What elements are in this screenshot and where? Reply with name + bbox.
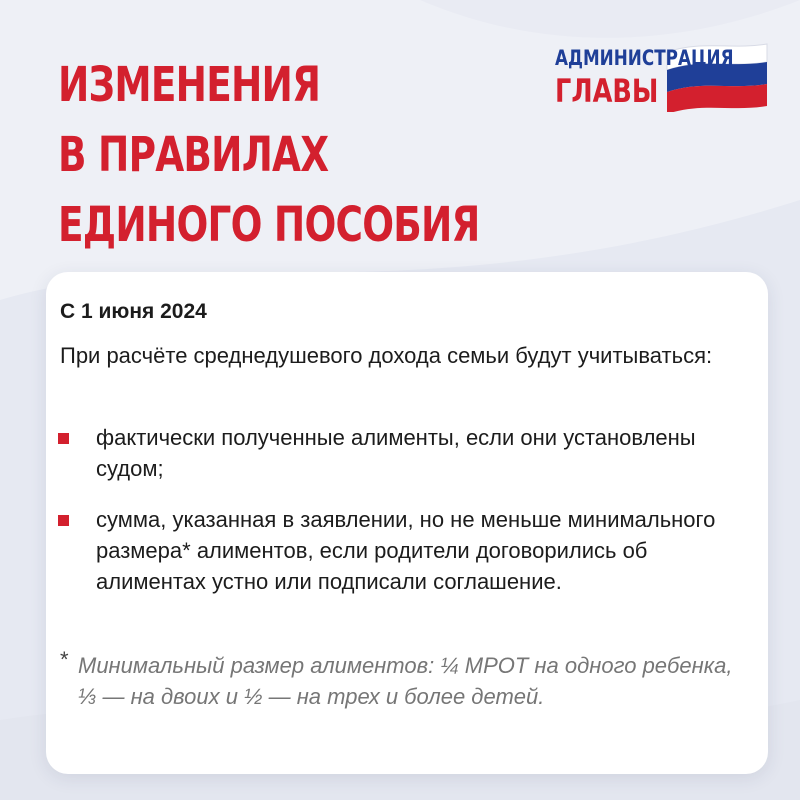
title-line-2: В ПРАВИЛАХ xyxy=(58,127,329,183)
title-line-3: ЕДИНОГО ПОСОБИЯ xyxy=(58,197,480,253)
list-item xyxy=(46,504,736,597)
list-item-text: сумма, указанная в заявлении, но не меньше минимального размера* алиментов, если родители договорились об алиментах устно или подписали соглашение. xyxy=(96,507,716,594)
square-bullet-icon xyxy=(58,433,69,444)
effective-date: С 1 июня 2024 xyxy=(60,300,207,323)
footnote xyxy=(60,647,750,712)
list-item xyxy=(46,422,736,484)
intro-text: При расчёте среднедушевого дохода семьи будут учитываться: xyxy=(60,343,713,368)
list-item-text: фактически полученные алименты, если они установлены судом; xyxy=(96,425,696,481)
info-card xyxy=(46,272,768,774)
bullet-list xyxy=(46,422,736,597)
page-title xyxy=(58,50,480,260)
logo-line-2: ГЛАВЫ xyxy=(555,72,659,110)
logo xyxy=(555,42,770,112)
footnote-text: Минимальный размер алиментов: ¼ МРОТ на одного ребенка, ⅓ — на двоих и ½ — на трех и более детей. xyxy=(78,653,733,709)
title-line-1: ИЗМЕНЕНИЯ xyxy=(58,57,321,113)
footnote-marker: * xyxy=(60,647,69,672)
logo-line-1: АДМИНИСТРАЦИЯ xyxy=(555,46,734,70)
square-bullet-icon xyxy=(58,515,69,526)
